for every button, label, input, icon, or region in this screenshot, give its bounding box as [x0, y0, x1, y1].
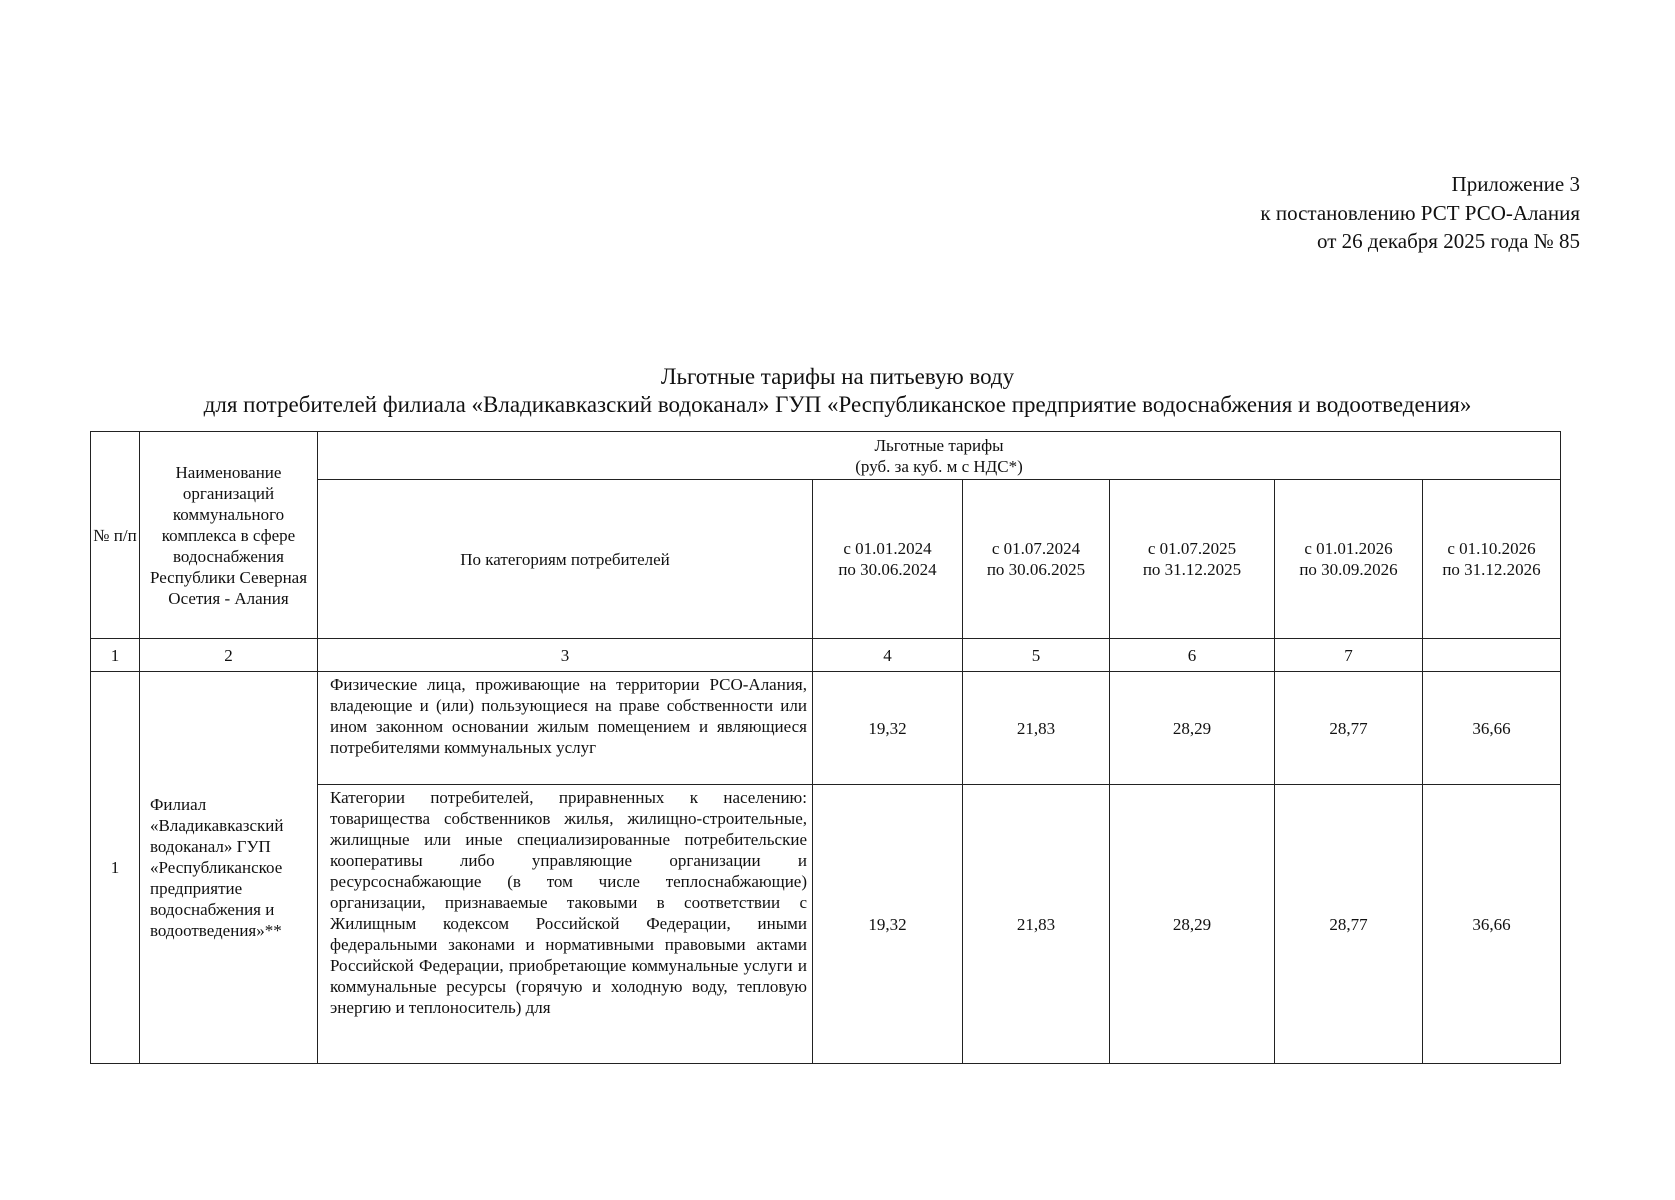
- table-row: [91, 672, 1561, 785]
- header-num: № п/п: [91, 432, 140, 639]
- column-number-row: [91, 639, 1561, 672]
- header-tariffs-unit: (руб. за куб. м с НДС*): [855, 456, 1023, 476]
- header-period-4: [1275, 480, 1423, 639]
- title-line-2: для потребителей филиала «Владикавказский водоканал» ГУП «Республиканское предприятие водоснабжения и водоотведения»: [203, 392, 1472, 417]
- appendix-number: Приложение 3: [1451, 172, 1580, 196]
- col-number-4: 4: [813, 639, 963, 672]
- row-num: 1: [91, 672, 140, 1064]
- header-category: По категориям потребителей: [318, 480, 813, 639]
- header-period-5: [1423, 480, 1561, 639]
- header-period-1: [813, 480, 963, 639]
- period-3-from: с 01.07.2025: [1147, 539, 1237, 558]
- title-line-1: Льготные тарифы на питьевую воду: [660, 364, 1015, 389]
- category-1-value-5: 36,66: [1423, 672, 1561, 785]
- category-1-value-2: 21,83: [963, 672, 1110, 785]
- header-org: Наименование организаций коммунального комплекса в сфере водоснабжения Республики Северная Осетия - Алания: [140, 432, 318, 639]
- category-2-value-5: 36,66: [1423, 785, 1561, 1064]
- document-title: [0, 363, 1675, 419]
- header-tariffs: [318, 432, 1561, 480]
- category-2-value-4: 28,77: [1275, 785, 1423, 1064]
- period-2-from: с 01.07.2024: [991, 539, 1081, 558]
- col-number-2: 2: [140, 639, 318, 672]
- col-number-3: 3: [318, 639, 813, 672]
- period-4-to: по 30.09.2026: [1299, 560, 1398, 579]
- appendix-date: от 26 декабря 2025 года № 85: [1317, 229, 1580, 253]
- category-2-value-2: 21,83: [963, 785, 1110, 1064]
- appendix-header: [1260, 170, 1580, 256]
- category-1-text: Физические лица, проживающие на территории РСО-Алания, владеющие и (или) пользующиеся на праве собственности или ином законном основании жилым помещением и являющиеся потребителями коммунальных услуг: [318, 672, 813, 785]
- category-2-value-3: 28,29: [1110, 785, 1275, 1064]
- header-tariffs-title: Льготные тарифы: [874, 435, 1004, 455]
- row-org: Филиал «Владикавказский водоканал» ГУП «Республиканское предприятие водоснабжения и водоотведения»**: [140, 672, 318, 1064]
- appendix-reference: к постановлению РСТ РСО-Алания: [1260, 200, 1580, 225]
- period-5-from: с 01.10.2026: [1447, 539, 1536, 558]
- period-1-to: по 30.06.2024: [838, 560, 937, 579]
- period-3-to: по 31.12.2025: [1142, 560, 1242, 579]
- period-5-to: по 31.12.2026: [1442, 560, 1541, 579]
- col-number-7: 7: [1275, 639, 1423, 672]
- col-number-5: 5: [963, 639, 1110, 672]
- col-number-8: [1423, 639, 1561, 672]
- category-2-text: Категории потребителей, приравненных к населению: товарищества собственников жилья, жилищно-строительные, жилищные или иные специализированные потребительские кооперативы либо управляющие организации и ресурсоснабжающие (в том числе теплоснабжающие) организации, признаваемые таковыми в соответствии с Жилищным кодексом Российской Федерации, иными федеральными законами и нормативными правовыми актами Российской Федерации, приобретающие коммунальные услуги и коммунальные ресурсы (горячую и холодную воду, тепловую энергию и теплоноситель) для: [318, 785, 813, 1064]
- tariff-table: [90, 431, 1561, 1064]
- category-1-value-3: 28,29: [1110, 672, 1275, 785]
- category-1-value-1: 19,32: [813, 672, 963, 785]
- header-period-2: [963, 480, 1110, 639]
- category-2-value-1: 19,32: [813, 785, 963, 1064]
- period-4-from: с 01.01.2026: [1304, 539, 1393, 558]
- col-number-6: 6: [1110, 639, 1275, 672]
- category-1-value-4: 28,77: [1275, 672, 1423, 785]
- col-number-1: 1: [91, 639, 140, 672]
- header-period-3: [1110, 480, 1275, 639]
- period-1-from: с 01.01.2024: [843, 539, 932, 558]
- period-2-to: по 30.06.2025: [986, 560, 1086, 579]
